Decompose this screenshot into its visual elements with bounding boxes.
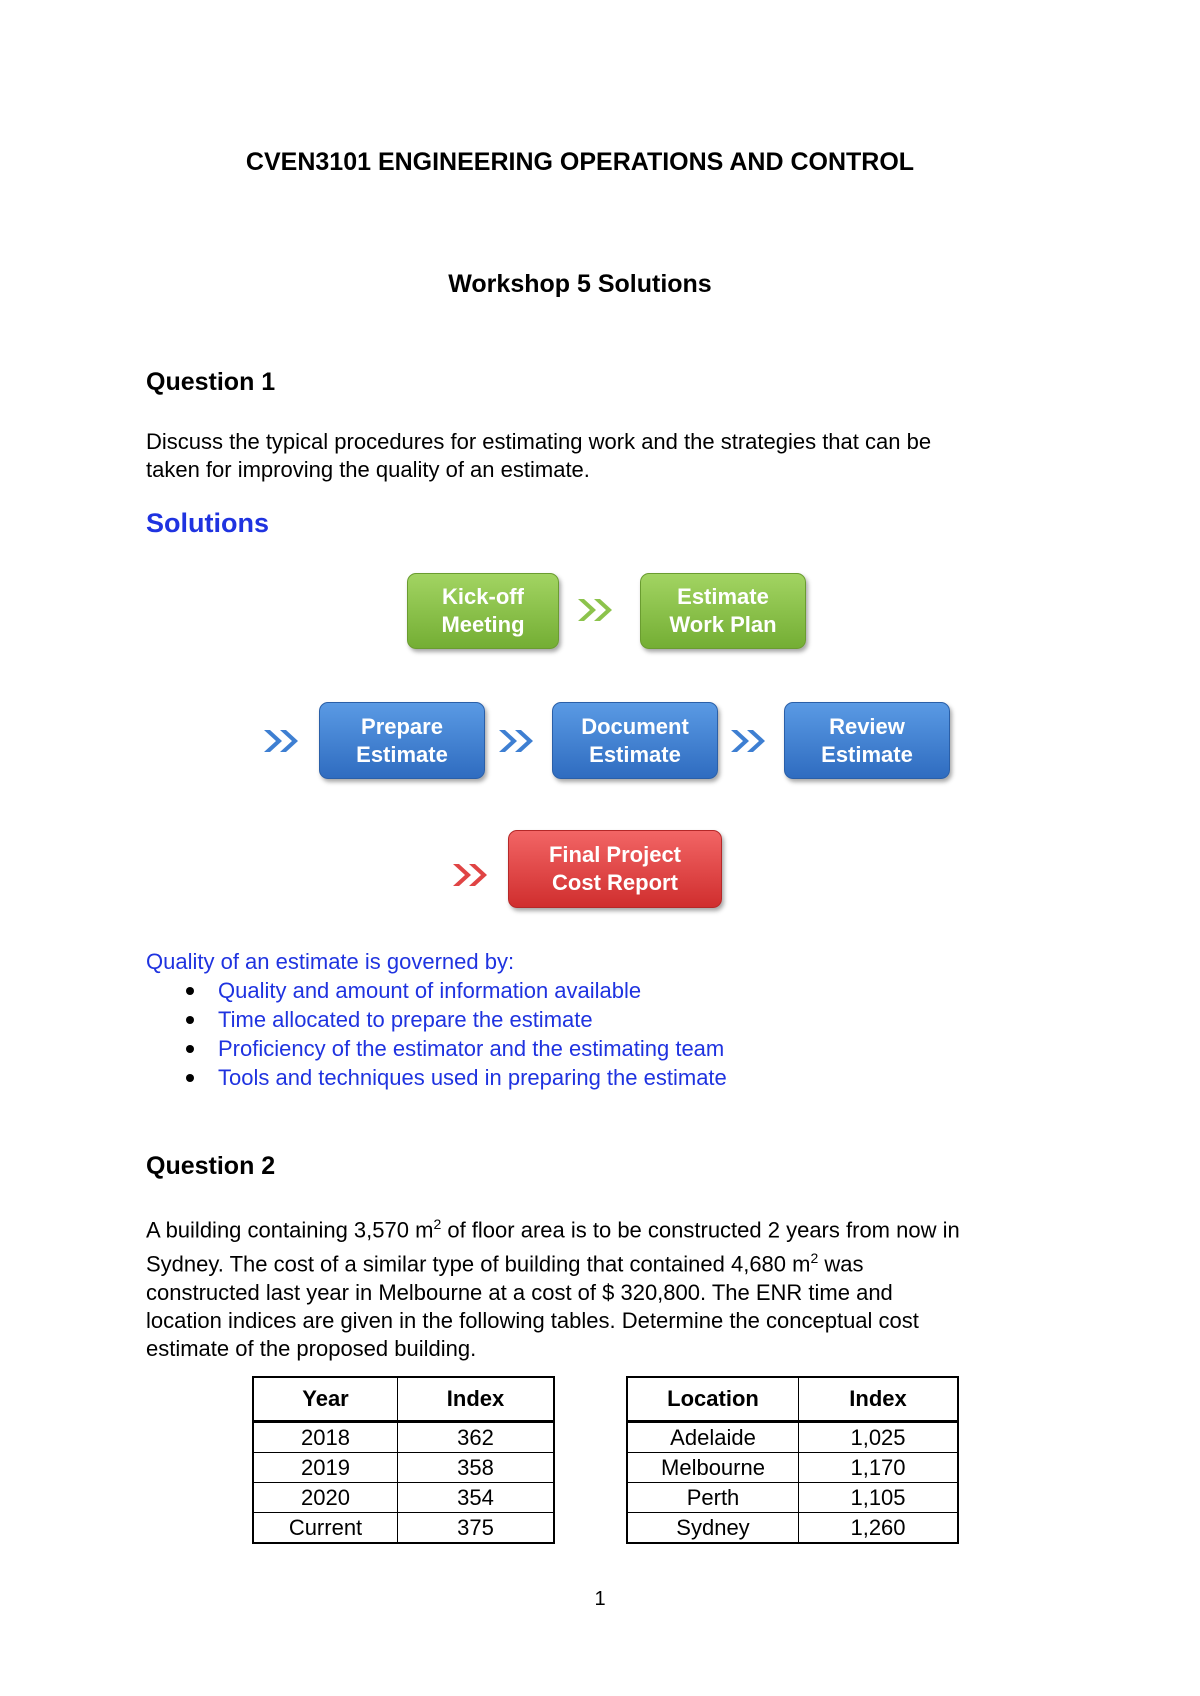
table-header: Index [799,1377,959,1422]
final-label-2: Cost Report [552,870,678,895]
question-1-line-1: Discuss the typical procedures for estimating work and the strategies that can be [146,429,932,454]
page-number: 1 [594,1588,606,1610]
kickoff-label-1: Kick-off [442,584,524,609]
list-item: Tools and techniques used in preparing the estimate [184,1063,727,1092]
location-index-table [626,1376,959,1544]
question-1-heading: Question 1 [146,368,276,396]
workshop-title: Workshop 5 Solutions [448,270,712,298]
list-item: Proficiency of the estimator and the estimating team [184,1034,727,1063]
question-2-text [146,1210,1066,1363]
prepare-estimate-box [319,702,485,779]
document-label-2: Estimate [589,741,681,767]
table-row: Adelaide 1,025 [627,1422,958,1453]
question-1-text [146,428,1066,484]
workplan-label-1: Estimate [677,584,769,609]
question-2-line-5: estimate of the proposed building. [146,1335,477,1361]
review-label-1: Review [829,713,905,739]
chevron-blue-icon [262,727,308,755]
question-1-line-2: taken for improving the quality of an estimate. [146,457,590,482]
quality-intro: Quality of an estimate is governed by: [146,949,515,974]
solutions-heading: Solutions [146,508,269,538]
table-row: Sydney 1,260 [627,1513,958,1544]
chevron-green-icon [576,596,622,624]
chevron-blue-icon [729,727,775,755]
table-row: Perth 1,105 [627,1483,958,1513]
estimate-work-plan-box [640,573,806,649]
final-project-cost-report-box [508,830,722,908]
quality-list [184,976,727,1092]
question-2-line-3: constructed last year in Melbourne at a cost of $ 320,800. The ENR time and [146,1279,893,1305]
time-index-table [252,1376,555,1544]
table-row: Current 375 [253,1513,554,1544]
question-2-heading: Question 2 [146,1152,276,1180]
table-row: Melbourne 1,170 [627,1453,958,1483]
workplan-label-2: Work Plan [669,612,777,637]
final-label-1: Final Project [548,842,682,867]
document-label-1: Document [581,713,689,739]
list-item: Time allocated to prepare the estimate [184,1005,727,1034]
table-header: Location [627,1377,799,1422]
prepare-label-2: Estimate [356,741,448,767]
review-estimate-box [784,702,950,779]
question-2-line-1: A building containing 3,570 $m^2$ of floor area is to be constructed 2 years from now in [146,1216,960,1243]
question-2-line-2: Sydney. The cost of a similar type of building that contained 4,680 $m^2$ was [146,1250,864,1277]
question-2-line-4: location indices are given in the following tables. Determine the conceptual cost [146,1307,919,1333]
kickoff-meeting-box [407,573,559,649]
list-item: Quality and amount of information available [184,976,727,1005]
table-row: 2019 358 [253,1453,554,1483]
table-header: Index [398,1377,555,1422]
chevron-blue-icon [497,727,543,755]
prepare-label-1: Prepare [361,713,443,739]
document-estimate-box [552,702,718,779]
course-title: CVEN3101 ENGINEERING OPERATIONS AND CONTROL [245,148,915,176]
kickoff-label-2: Meeting [441,612,525,637]
table-header: Year [253,1377,398,1422]
table-row: 2020 354 [253,1483,554,1513]
review-label-2: Estimate [821,741,913,767]
table-row: 2018 362 [253,1422,554,1453]
chevron-red-icon [451,861,497,889]
